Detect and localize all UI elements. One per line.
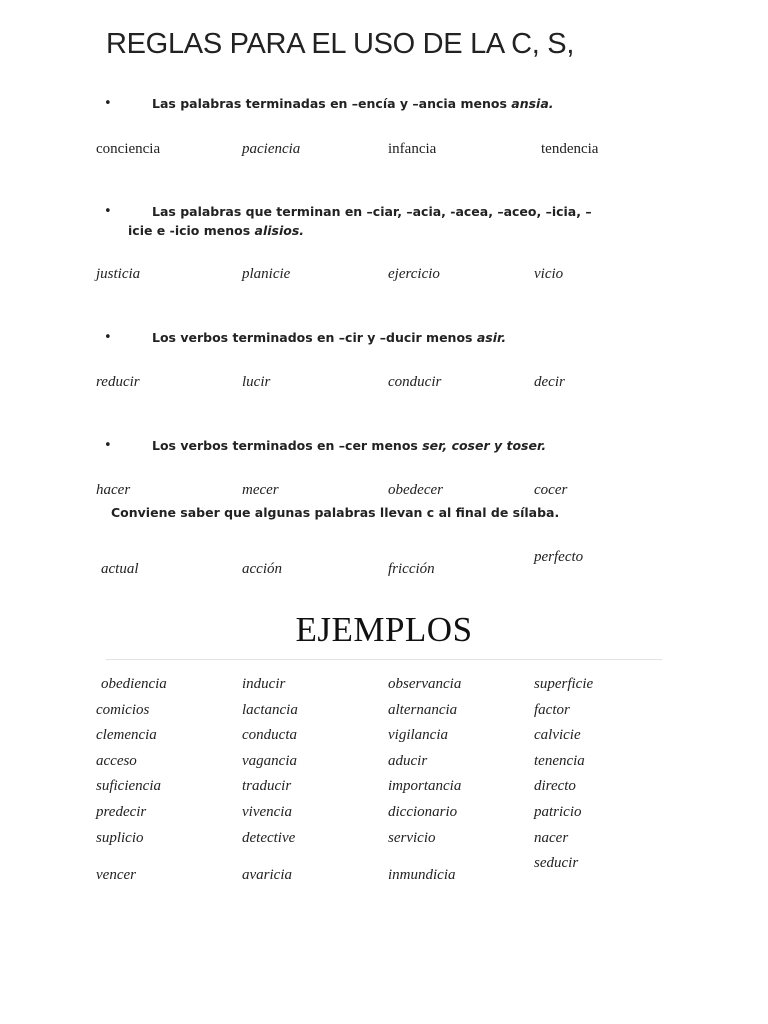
- example-word: tenencia: [534, 753, 585, 769]
- example-word: acceso: [96, 753, 137, 769]
- rule-2-exception: alisios.: [254, 223, 305, 238]
- word: decir: [534, 374, 565, 390]
- example-word: comicios: [96, 702, 150, 718]
- example-word: obediencia: [101, 676, 167, 692]
- rule-2-line1: Las palabras que terminan en –ciar, –acia, -acea, –aceo, –icia, –: [152, 204, 592, 219]
- example-word: nacer: [534, 830, 569, 846]
- example-word: lactancia: [242, 702, 298, 718]
- rule-3-exception: asir.: [476, 330, 507, 345]
- word: cocer: [534, 482, 568, 498]
- rule-2-line2: [128, 223, 304, 238]
- word: actual: [101, 561, 139, 577]
- word: planicie: [242, 266, 291, 282]
- word: vicio: [534, 266, 564, 282]
- divider: [106, 659, 662, 660]
- example-word: suficiencia: [96, 778, 161, 794]
- example-word: superficie: [534, 676, 594, 692]
- example-word: observancia: [388, 676, 462, 692]
- note-text: Conviene saber que algunas palabras llevan c al final de sílaba.: [111, 505, 560, 520]
- word: infancia: [388, 141, 437, 157]
- rule-4-exception: ser, coser y toser.: [422, 438, 547, 453]
- example-word: aducir: [388, 753, 428, 769]
- example-word: inducir: [242, 676, 286, 692]
- word: tendencia: [541, 141, 599, 157]
- word: obedecer: [388, 482, 443, 498]
- rule-1-exception: ansia.: [511, 96, 554, 111]
- example-word: predecir: [96, 804, 147, 820]
- example-word: inmundicia: [388, 867, 456, 883]
- bullet: •: [104, 330, 112, 345]
- rule-4: [152, 438, 546, 453]
- example-word: servicio: [388, 830, 436, 846]
- rule-3-text: Los verbos terminados en –cir y –ducir menos: [152, 330, 477, 345]
- bullet: •: [104, 204, 112, 219]
- example-word: diccionario: [388, 804, 458, 820]
- word: reducir: [96, 374, 140, 390]
- example-word: vigilancia: [388, 727, 448, 743]
- example-word: factor: [534, 702, 570, 718]
- rule-4-text: Los verbos terminados en –cer menos: [152, 438, 423, 453]
- bullet: •: [104, 438, 112, 453]
- word: conducir: [388, 374, 442, 390]
- rule-3: [152, 330, 506, 345]
- example-word: importancia: [388, 778, 462, 794]
- word: justicia: [96, 266, 141, 282]
- word: fricción: [388, 561, 435, 577]
- example-word: traducir: [242, 778, 292, 794]
- word: hacer: [96, 482, 131, 498]
- example-word: suplicio: [96, 830, 144, 846]
- word: perfecto: [534, 549, 584, 565]
- rule-1: [152, 96, 554, 111]
- rule-1-text: Las palabras terminadas en –encía y –ancia menos: [152, 96, 512, 111]
- example-word: vagancia: [242, 753, 297, 769]
- example-word: seducir: [534, 855, 579, 871]
- word: mecer: [242, 482, 279, 498]
- word: acción: [242, 561, 282, 577]
- word: lucir: [242, 374, 271, 390]
- example-word: directo: [534, 778, 576, 794]
- rule-2-text: icie e -icio menos: [128, 223, 255, 238]
- example-word: calvicie: [534, 727, 581, 743]
- word: paciencia: [242, 141, 301, 157]
- example-word: avaricia: [242, 867, 292, 883]
- example-word: conducta: [242, 727, 297, 743]
- example-word: vivencia: [242, 804, 292, 820]
- example-word: vencer: [96, 867, 136, 883]
- word: conciencia: [96, 141, 161, 157]
- example-word: clemencia: [96, 727, 157, 743]
- example-word: detective: [242, 830, 296, 846]
- examples-title: EJEMPLOS: [295, 610, 473, 649]
- page-title: REGLAS PARA EL USO DE LA C, S,: [106, 28, 575, 60]
- word: ejercicio: [388, 266, 440, 282]
- bullet: •: [104, 96, 112, 111]
- example-word: patricio: [534, 804, 582, 820]
- example-word: alternancia: [388, 702, 458, 718]
